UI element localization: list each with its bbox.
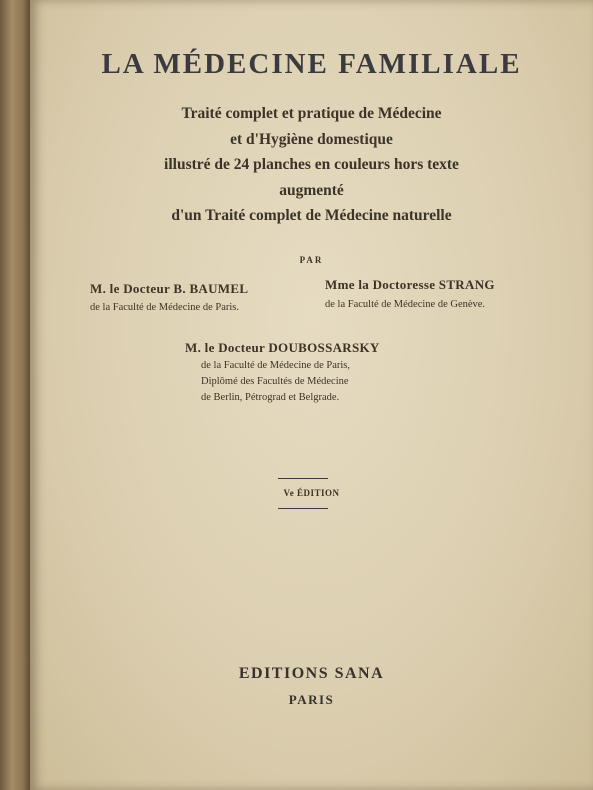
- publisher-city: PARIS: [288, 692, 335, 707]
- author-name: Mme la Doctoresse STRANG: [325, 277, 495, 292]
- by-label: PAR: [299, 255, 324, 265]
- author-affiliation: de la Faculté de Médecine de Paris,: [201, 360, 350, 371]
- author-strang: [325, 277, 495, 311]
- author-baumel: [90, 281, 248, 314]
- author-doubossarsky: [185, 340, 380, 404]
- publisher-name: EDITIONS SANA: [238, 665, 385, 682]
- author-affiliation: de Berlin, Pétrograd et Belgrade.: [201, 392, 340, 403]
- subtitle-line: d'un Traité complet de Médecine naturelle: [171, 207, 452, 224]
- author-name: M. le Docteur DOUBOSSARSKY: [185, 340, 380, 355]
- subtitle-line: et d'Hygiène domestique: [230, 130, 393, 148]
- subtitle-line: illustré de 24 planches en couleurs hors texte: [164, 156, 459, 173]
- book-title: LA MÉDECINE FAMILIALE: [101, 48, 522, 80]
- subtitle-line: augmenté: [279, 181, 344, 199]
- author-name: M. le Docteur B. BAUMEL: [90, 281, 249, 296]
- book-spine: [0, 0, 30, 790]
- subtitle-line: Traité complet et pratique de Médecine: [181, 105, 442, 122]
- author-affiliation: de la Faculté de Médecine de Paris.: [90, 302, 239, 313]
- author-affiliation: Diplômé des Facultés de Médecine: [201, 376, 349, 387]
- edition-label: Ve ÉDITION: [283, 488, 340, 498]
- edition-rule-bottom: [278, 508, 328, 509]
- author-affiliation: de la Faculté de Médecine de Genève.: [325, 299, 486, 310]
- edition-rule-top: [278, 478, 328, 479]
- title-page: [30, 0, 593, 790]
- book-subtitle: [30, 101, 593, 229]
